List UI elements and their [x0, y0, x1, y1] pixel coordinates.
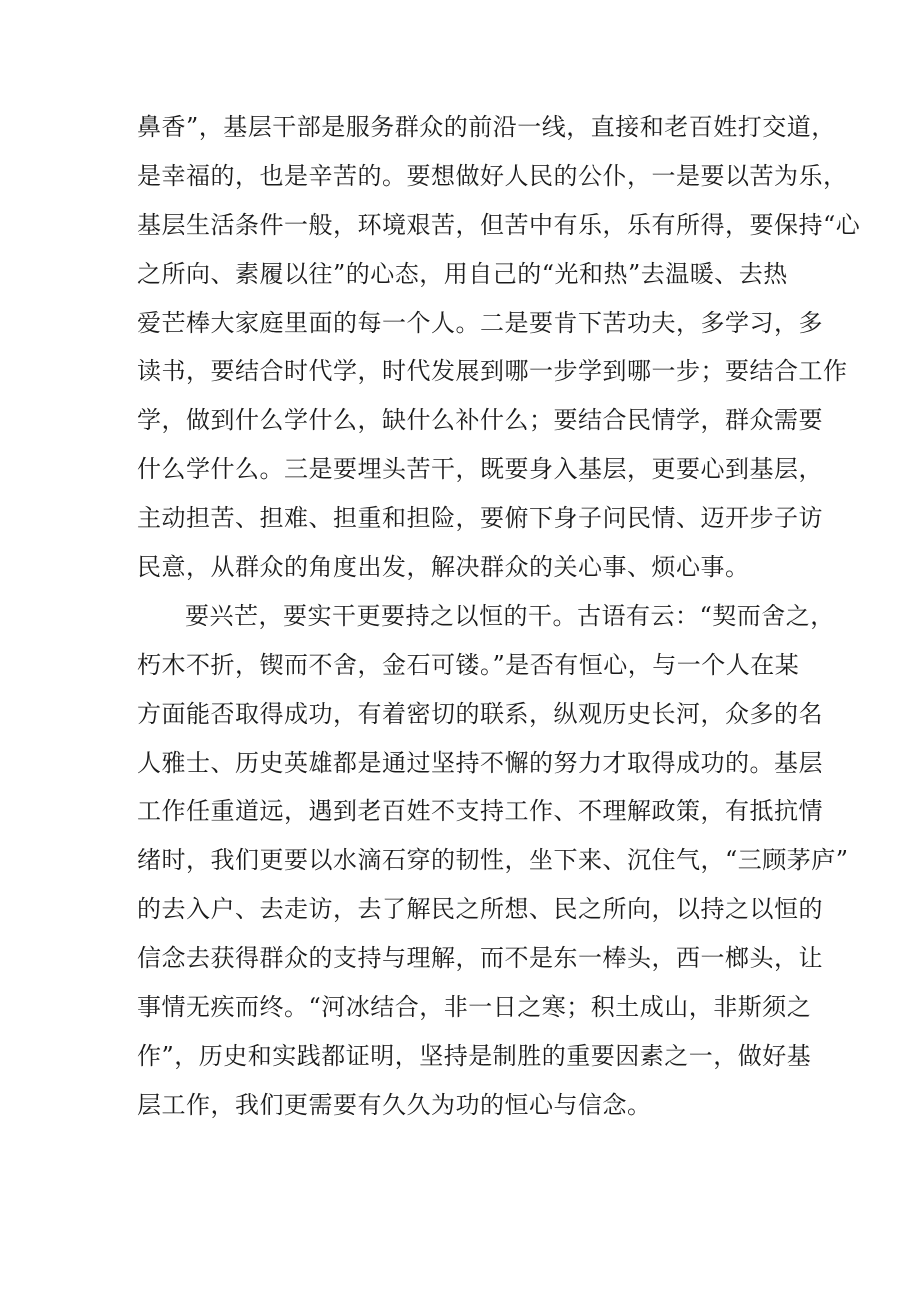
text-line: 是幸福的，也是辛苦的。要想做好人民的公仆，一是要以苦为乐， [137, 161, 848, 190]
text-line: 爱芒棒大家庭里面的每一个人。二是要肯下苦功夫，多学习，多 [137, 308, 823, 337]
text-line: 主动担苦、担难、担重和担险，要俯下身子问民情、迈开步子访 [137, 504, 823, 533]
text-line: 工作任重道远，遇到老百姓不支持工作、不理解政策，有抵抗情 [137, 797, 823, 826]
text-line: 人雅士、历史英雄都是通过坚持不懈的努力才取得成功的。基层 [137, 748, 823, 777]
text-line: 什么学什么。三是要埋头苦干，既要身入基层，更要心到基层， [137, 455, 823, 484]
text-line: 鼻香”，基层干部是服务群众的前沿一线，直接和老百姓打交道， [137, 113, 836, 141]
text-line: 方面能否取得成功，有着密切的联系，纵观历史长河，众多的名 [137, 699, 823, 728]
text-line: 朽木不折，锲而不舍，金石可镂。”是否有恒心，与一个人在某 [137, 650, 800, 679]
text-line: 基层生活条件一般，环境艰苦，但苦中有乐，乐有所得，要保持“心 [137, 210, 861, 239]
text-line: 事情无疾而终。“河冰结合，非一日之寒；积土成山，非斯须之 [137, 993, 812, 1022]
text-line: 要兴芒，要实干更要持之以恒的干。古语有云：“契而舍之， [185, 601, 835, 630]
text-line: 学，做到什么学什么，缺什么补什么；要结合民情学，群众需要 [137, 406, 823, 435]
text-line: 信念去获得群众的支持与理解，而不是东一棒头，西一榔头，让 [137, 944, 823, 973]
text-line: 的去入户、去走访，去了解民之所想、民之所向，以持之以恒的 [137, 895, 823, 924]
text-line: 读书，要结合时代学，时代发展到哪一步学到哪一步；要结合工作 [137, 357, 848, 386]
text-line: 绪时，我们更要以水滴石穿的韧性，坐下来、沉住气，“三顾茅庐” [137, 846, 849, 875]
paragraph-1 [137, 103, 861, 592]
text-line: 民意，从群众的角度出发，解决群众的关心事、烦心事。 [137, 553, 750, 582]
paragraph-2 [137, 592, 849, 1130]
body-text [137, 103, 861, 1130]
text-line: 之所向、素履以往”的心态，用自己的“光和热”去温暖、去热 [137, 259, 788, 288]
text-line: 层工作，我们更需要有久久为功的恒心与信念。 [137, 1090, 652, 1119]
text-line: 作”，历史和实践都证明，坚持是制胜的重要因素之一，做好基 [137, 1041, 812, 1070]
